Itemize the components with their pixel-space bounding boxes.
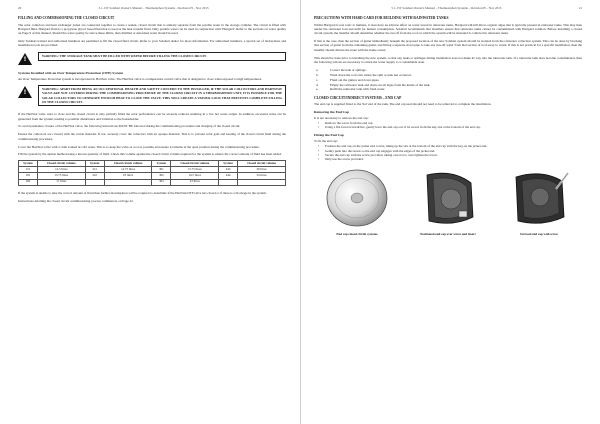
end-cap-figures [314, 167, 582, 236]
left-running-header [18, 6, 286, 10]
paragraph: The solar collectors and heat exchanger jacket are connected together to create a sealed, closed circuit that is entirely separate from the potable water in the storage cylinder. The circuit is filled with Hartgard fluid. Hartgard fluid is a propylene glycol based fluid that is used as the heat transfer fluid. Only potable water can be used in conjunction with 'Hartgard'. Refer to the sections on water quality on Page 9 of this manual. Should the water quality be above these limits, then distilled or deionised water should be used. [18, 22, 286, 36]
table-cell: 302 [152, 173, 171, 179]
table-cell: 15.75 litres [171, 167, 219, 173]
table-cell [238, 179, 286, 185]
paragraph: To avoid premature closure of the HartStat valve, the following instructions MUST BE followed during the commissioning procedure and charging of the closed circuit. [18, 124, 241, 129]
paragraph: It is not necessary to remove the end cap: [314, 115, 369, 120]
paragraph: If this is the case, then the section of gutter immediately beneath the proposed location of the new Solahart system should be isolated from the rainwater collection system. This can be done by blocking that section of gutter from the remaining gutter, and fitting a separate down pipe to take any run-off water from that section of roof away to waste. If this is not practical for a specific installation, then the installer should discuss the issue with the home owner. [314, 39, 582, 52]
table-header-cell: System [219, 161, 238, 167]
table-cell: 222 [85, 173, 104, 179]
table-cell: 34 litres [238, 173, 286, 179]
table-header-cell: System [152, 161, 171, 167]
list-item: • Remove the screw from the end cap. [318, 121, 374, 126]
warning-block [18, 52, 286, 65]
right-page-number: 21 [578, 6, 582, 10]
paragraph: The end cap is supplied fitted to the 'hot' end of the tank. The end cap used should not need to be removed to complete the installation. [314, 102, 492, 107]
figure-caption: Screwed end cap with screw [519, 232, 559, 237]
table-cell: 181 [19, 173, 38, 179]
right-page [300, 0, 600, 424]
paragraph: Fill the system by the siphon method using a known quantity of fluid. Check this volume against the closed circuit volume required for the system to ensure the correct amount of fluid has been added. [18, 152, 282, 157]
list-item: b. Wash down the roof area where the spill or leak has occurred. [316, 72, 412, 77]
table-cell: 151 [19, 167, 38, 173]
table-cell: 23 litres [171, 179, 219, 185]
table-cell: 18 litres [104, 173, 152, 179]
table-cell: 444 [219, 173, 238, 179]
warning-triangle-icon: ! [18, 53, 32, 65]
figure [316, 167, 398, 236]
table-cell: 301 [152, 167, 171, 173]
warning-text: WARNING: THE STORAGE TANK MUST BE FILLED WITH WATER BEFORE FILLING THE CLOSED CIRCUIT. [38, 52, 286, 61]
table-cell [219, 179, 238, 185]
table-header-cell: Closed circuit volume [171, 161, 219, 167]
end-cap-positioned-illustration-icon [413, 167, 483, 229]
remediation-steps-list [314, 68, 582, 92]
right-running-header [314, 6, 582, 10]
paragraph: An Over Temperature Protection system is incorporated in HartStat valve. The HartStat valve is a temperature control valve that is designed to close when exposed to high temperatures. [18, 76, 263, 81]
list-item: e. Refill the rainwater tank with fresh water. [316, 87, 386, 92]
fitting-steps-list [314, 144, 582, 161]
table-cell: 13.75 litres [37, 173, 85, 179]
table-header-cell: Closed circuit volume [104, 161, 152, 167]
table-header-cell: System [19, 161, 38, 167]
table-header-cell: Closed circuit volume [238, 161, 286, 167]
warning-text: WARNING: APART FROM BEING AN OCCUPATIONAL HEALTH AND SAFETY CONCERN TO THE INSTALLER, IF THE SOLAR COLLECTORS AND HARTSTAT VALVE ARE NOT COVERED DURING THE COMMISSIONING PROCEDURE OF THE CLOSED CIRCUIT IN A THERMOSIPHON UNIT, IT IS POSSIBLE FOR THE SOLAR COLLECTORS TO GENERATE ENOUGH HEAT TO CLOSE THE VALVE. THIS WILL CREATE A VAPOUR LOCK THAT PREVENTS COMPLETE FILLING OF THE CLOSED CIRCUIT. [38, 85, 286, 106]
subheading-otp: Systems Installed with an Over Temperature Protection (OTP) System [18, 70, 123, 75]
removing-steps-list [314, 121, 582, 130]
paragraph: If the HartStat valve were to close and the closed circuit is only partially filled the solar performance can be severely reduced resulting in a low hot water output. In addition, excessive noise can be generated from the system, leading to possible disturbance and irritation to the householder. [18, 112, 286, 121]
paragraph: This should be done prior to installing the new system, so that any leaks or spillages during installation does not make its way into the rainwater tank. If a rainwater tank does become contaminated, then the following actions are necessary to return the water supply to a consumable state. [314, 55, 582, 64]
paragraph: Ensure the collectors are covered with the carton material. If not, securely cover the collectors with an opaque material. This is to prevent solar gain and heating of the closed circuit fluid during the commissioning procedure. [18, 132, 286, 141]
table-cell: 182 [19, 179, 38, 185]
subheading-removing-end-cap: Removing the End Cap [314, 110, 349, 115]
paragraph: Whilst Hartgard is non toxic to humans, it does have an adverse effect on water stored in rainwater tanks. Hartgard will kill micro-organic algae that is typically present in rainwater tanks. This may then render the rainwater foul and unfit for human consumption. Solahart recommends that installers ensure that rainwater tanks cannot be contaminated with Hartgard solution. Before installing a closed circuit system, the installer should determine whether the run off from the roof on which the system will be mounted is collected in rainwater tanks. [314, 22, 582, 36]
table-header-cell: System [85, 161, 104, 167]
end-cap-illustration-icon [322, 167, 392, 229]
subheading-fitting-end-cap: Fitting the End Cap [314, 133, 344, 138]
table-row [19, 179, 286, 185]
list-item: • Using a flat faced screwdriver, gently lever the end cap out of its recess from the key slot at the bottom of the end cap. [318, 125, 481, 130]
list-item: c. Flush out the gutters and down pipes. [316, 77, 380, 82]
list-item: • Only use the screw provided. [318, 157, 364, 162]
section-heading-end-cap: CLOSED CIRCUIT/INDIRECT SYSTEMS – END CAP [314, 95, 402, 100]
left-page-number: 20 [18, 6, 22, 10]
table-cell [104, 179, 152, 185]
list-item: • Position the end cap on the jacket end covers, lining up the slot at the bottom of the end cap with the key on the jacket end. [318, 144, 488, 149]
table-cell: 443 [219, 167, 238, 173]
list-item: • Gently push into the recess so the end cap engages with the edges of the jacket end. [318, 148, 436, 153]
left-running-title: 5.1-15T Solahart Owner's Manual – Thermosiphon Systems – Revision H – Nov 2015 [98, 6, 209, 10]
table-cell: 19.5 litres [171, 173, 219, 179]
section-heading-rainwater: PRECAUTIONS WITH HARD CARD FOR BUILDING WITH RAINWATER TANKS [314, 16, 449, 21]
table-cell: 14.75 litres [104, 167, 152, 173]
warning-block [18, 85, 286, 106]
figure-caption: End cap closed circuit systems [336, 232, 378, 237]
table-cell [85, 179, 104, 185]
list-item: • Secure the end cap with the screw provided, taking care not to over tighten the screw. [318, 152, 438, 157]
table-header-cell: Closed circuit volume [37, 161, 85, 167]
list-item: d. Empty the rainwater tank and clean out all algae from the inside of the tank. [316, 82, 431, 87]
figure-caption: Positioned end cap over screw and insert [420, 232, 476, 237]
right-running-title: 5.1-15T Solahart Owner's Manual – Thermosiphon Systems – Revision H – Nov 2015 [391, 6, 502, 10]
section-heading-filling: FILLING AND COMMISSIONING THE CLOSED CIRCUIT [18, 16, 115, 21]
end-cap-screwed-illustration-icon [504, 167, 574, 229]
paragraph: Only Solahart trained and authorised installers are permitted to fill the closed fluid circuit. Refer to your Solahart dealer for more information. For authorised installers, a special set of instructions and installation tools are provided. [18, 39, 286, 48]
table-cell: 303 [152, 179, 171, 185]
paragraph: If the system is unable to take the correct amount of fluid then further investigation will be required to determine if the HartStat/OTP valve has closed or if there is a blockage in the system. [18, 190, 267, 195]
closed-circuit-volume-table [18, 160, 286, 185]
table-cell: 17 litres [37, 179, 85, 185]
table-cell: 30 litres [238, 167, 286, 173]
paragraph: Instructions detailing the closed circuit commissioning process commences on Page 22. [18, 198, 134, 203]
table-cell: 12.5 litres [37, 167, 85, 173]
figure [407, 167, 489, 236]
warning-triangle-icon: ! [18, 86, 32, 98]
figure [498, 167, 580, 236]
paragraph: Cover the HartStat valve with a cloth soaked in cold water. This is to keep the valve as cool as possible and ensure it remains in the open position during the commissioning procedure. [18, 144, 260, 149]
table-cell: 221 [85, 167, 104, 173]
paragraph: To fit the end cap: [314, 139, 338, 143]
list-item: a. Correct the leak or spillage. [316, 67, 367, 72]
